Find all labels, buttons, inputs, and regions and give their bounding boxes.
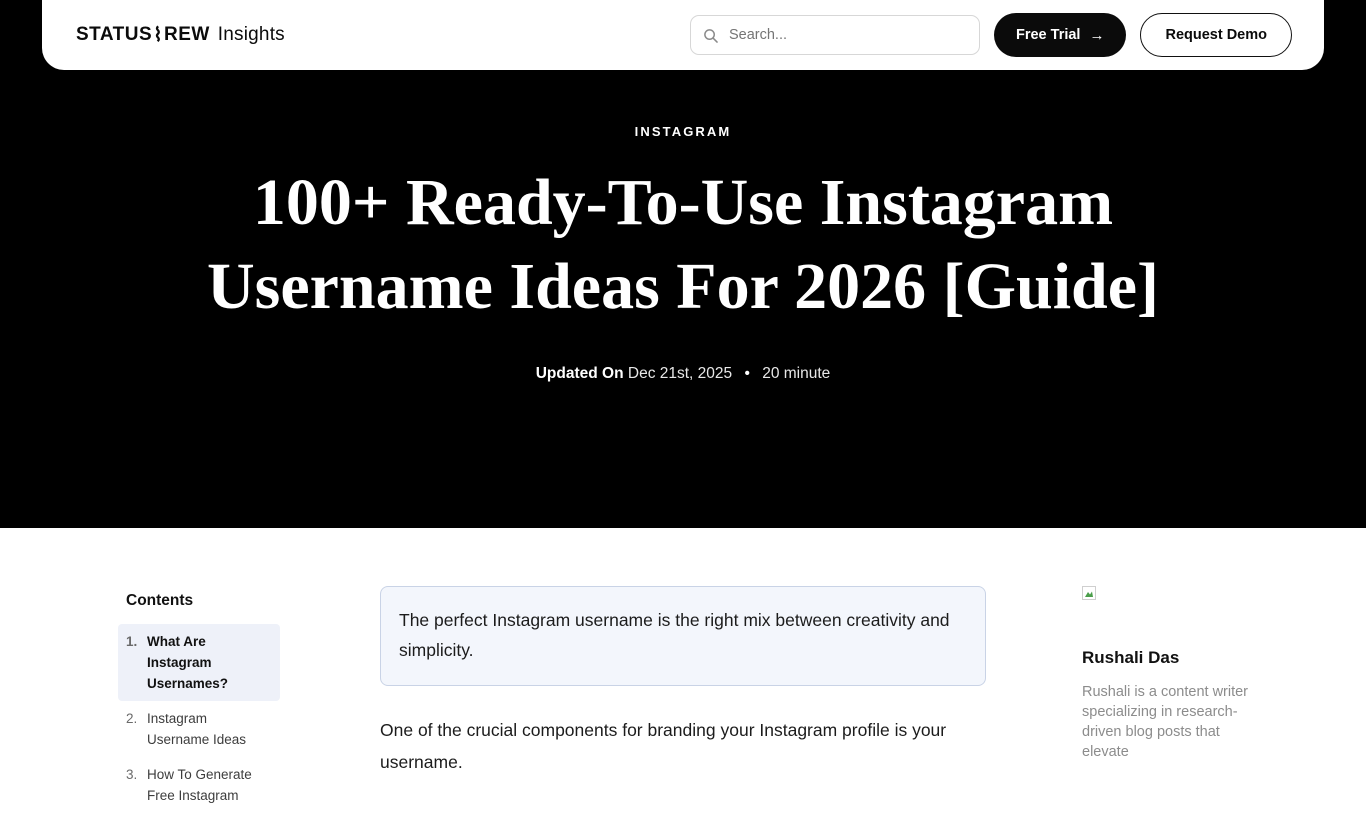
- brand-text-crew: REW: [163, 24, 210, 45]
- article-meta: [0, 365, 1366, 383]
- toc-item-label: Instagram Username Ideas: [147, 711, 247, 747]
- author-card: [1082, 586, 1262, 762]
- brand-text-status: STATUS: [76, 24, 153, 45]
- article-content: [380, 586, 986, 796]
- header: [0, 0, 1366, 70]
- callout-quote: The perfect Instagram username is the right mix between creativity and simplicity.: [380, 586, 986, 686]
- updated-label: Updated On: [535, 365, 624, 382]
- toc-item-label: How To Generate Free Instagram: [147, 767, 252, 803]
- author-bio: Rushali is a content writer specializing in research-driven blog posts that elevate: [1082, 684, 1249, 760]
- hero-section: [0, 70, 1366, 528]
- page-title: 100+ Ready-To-Use Instagram Username Ideas For 2026 [Guide]: [206, 166, 1160, 323]
- article-body: [0, 528, 1366, 803]
- arrow-right-icon: →: [1089, 26, 1105, 44]
- free-trial-button[interactable]: [994, 13, 1126, 57]
- publish-date: Dec 21st, 2025: [627, 365, 733, 382]
- table-of-contents: [126, 592, 276, 813]
- request-demo-label: Request Demo: [1165, 27, 1267, 43]
- header-actions: [690, 13, 1292, 57]
- brand-slash-icon: ⌇: [153, 24, 163, 46]
- brand-wordmark: [76, 24, 210, 47]
- avatar: [1082, 586, 1096, 600]
- free-trial-label: Free Trial: [1015, 27, 1081, 43]
- category-kicker[interactable]: INSTAGRAM: [634, 124, 732, 139]
- request-demo-button[interactable]: [1140, 13, 1292, 57]
- header-bar: [42, 0, 1324, 70]
- search-box[interactable]: [690, 15, 980, 55]
- brand-subtitle: Insights: [217, 24, 285, 45]
- search-input[interactable]: [727, 26, 967, 44]
- meta-separator: •: [744, 365, 750, 382]
- author-name[interactable]: Rushali Das: [1082, 648, 1180, 667]
- toc-item-3[interactable]: [126, 757, 276, 813]
- intro-paragraph: One of the crucial components for branding your Instagram profile is your username.: [380, 720, 947, 772]
- toc-item-number: 2.: [126, 711, 138, 726]
- search-icon: [703, 28, 718, 43]
- toc-item-1[interactable]: [118, 624, 280, 701]
- toc-item-2[interactable]: [126, 701, 276, 757]
- toc-item-number: 1.: [126, 634, 138, 649]
- toc-item-number: 3.: [126, 767, 138, 782]
- read-time: 20 minute: [762, 365, 831, 382]
- brand-logo[interactable]: [76, 24, 285, 47]
- toc-title: Contents: [126, 592, 194, 609]
- toc-item-label: What Are Instagram Usernames?: [147, 634, 229, 691]
